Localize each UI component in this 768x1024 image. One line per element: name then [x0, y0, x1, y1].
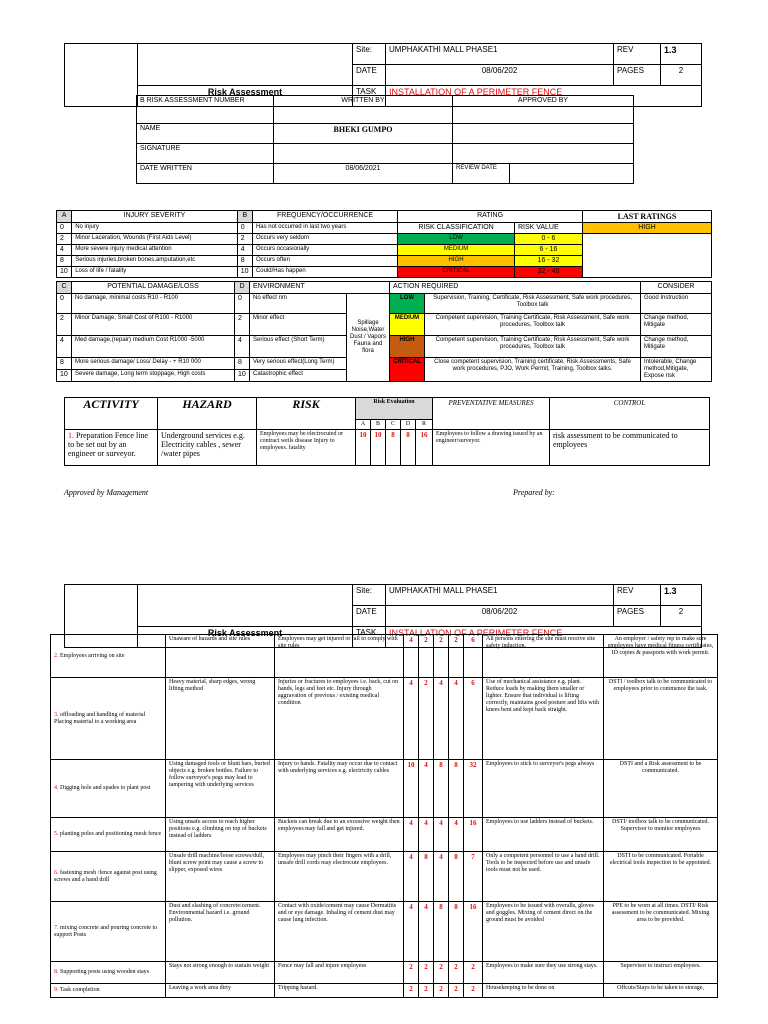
task-value: INSTALLATION OF A PERIMETER FENCE: [386, 86, 702, 107]
eval-cell: 2: [464, 962, 483, 984]
name-label: NAME: [137, 124, 274, 144]
risk-cell: Employees may pinch their fingers with a drill, unsafe drill cords may electrocute employees.: [275, 852, 404, 902]
preventative-cell: Employees to use ladders instead of buckets.: [483, 818, 604, 852]
preventative-cell: Employees to make sure they use strong stays.: [483, 962, 604, 984]
review-date-label: REVIEW DATE: [453, 164, 510, 184]
eval-cell: 2: [449, 984, 464, 998]
eval-cell: 2: [419, 678, 434, 760]
site-label: Site:: [353, 44, 386, 65]
preventative-cell: Use of mechanical assistance e.g. plant. Reduce loads by making them smaller or lighter. Ensure that individual is lifting correctly, maintains good posture and lifts with knees bent and kept back straight.: [483, 678, 604, 760]
risk-cell: Buckets can break due to an excessive weight then employees may fall and get injured.: [275, 818, 404, 852]
eval-cell: 7: [464, 852, 483, 902]
control-cell: An employer / safety rep to make sure employees have medical fitness certificates, ID copies & passports with work permit.: [604, 635, 718, 678]
eval-cell: 4: [449, 818, 464, 852]
pages-value: 2: [661, 65, 702, 86]
activity-cell: 2. Employees arriving on site: [51, 635, 166, 678]
frequency-heading: FREQUENCY/OCCURRENCE: [252, 211, 397, 223]
risk-cell: Fence may fall and injure employees: [275, 962, 404, 984]
control-cell: DSTI to be communicated. Portable electrical tools inspection to be appointed.: [604, 852, 718, 902]
preventative-cell: All persons entering the site must receive site safety induction.: [483, 635, 604, 678]
number-label: B RISK ASSESSMENT NUMBER: [137, 96, 274, 124]
eval-cell: 2: [404, 984, 419, 998]
eval-cell: 2: [449, 962, 464, 984]
hazard-cell: Leaving a work area dirty: [166, 984, 275, 998]
eval-cell: 4: [404, 635, 419, 678]
table-row: [51, 902, 718, 962]
matrix-table: A INJURY SEVERITY B FREQUENCY/OCCURRENCE RATING LAST RATINGS 0 No injury 0 Has not occurred in last two years RISK CLASSIFICATION RISK VALUE HIGH 2 Minor Laceration, Wounds (First Aids Level) 2 Occurs very seldom LOW 0 - 6 4 More severe injury medical attention 4 Occurs occasionally MEDIUM 6 - 16 8 Serious injuries,broken bones,amputation,etc 8 Occurs often HIGH 16 - 32 10 Loss of life / fatality 10 Could/Has happen CRITICAL 32 - 40: [56, 210, 712, 278]
eval-cell: 2: [449, 635, 464, 678]
eval-cell: 2: [434, 635, 449, 678]
activity-cell: 3. offloading and handling of material Placing material to a working area: [51, 678, 166, 760]
hazard-cell: Heavy material, sharp edges, wrong lifting method: [166, 678, 275, 760]
activity-table: ACTIVITY HAZARD RISK Risk Evaluation PREVENTATIVE MEASURES CONTROL A B C D R 1. Preparation Fence line to be set out by an engineer or surveyor. Underground services e.g. Electricity cables , sewer /water pipes Employees may be electrocuted or contract weils disease Injury to employees. fatality 10 10 8 8 16 Employees to follow a drawing issued by an engineer/surveyor. risk assessment to be communicated to employees: [64, 397, 710, 466]
table-row: [51, 678, 718, 760]
eval-cell: 8: [434, 760, 449, 818]
site-value: UMPHAKATHI MALL PHASE1: [386, 44, 614, 65]
control-cell: DSTI / toolbox talk to be communicated to employees prior to commence the task.: [604, 678, 718, 760]
hazard-cell: Using unsafe access to reach higher positions e.g. climbing on top of buckets instead of ladders: [166, 818, 275, 852]
eval-cell: 32: [464, 760, 483, 818]
eval-cell: 4: [419, 760, 434, 818]
eval-cell: 8: [449, 902, 464, 962]
activity-cell: 9. Task completion: [51, 984, 166, 998]
eval-cell: 4: [434, 678, 449, 760]
env-examples: Spillage Noise,Water Dust / Vapors Fauna and flora: [347, 294, 390, 382]
date-written-label: DATE WRITTEN: [137, 164, 274, 184]
table-row: [51, 852, 718, 902]
activity-table-2: [50, 634, 718, 998]
date-label: DATE: [353, 65, 386, 86]
signature-label: SIGNATURE: [137, 144, 274, 164]
eval-cell: 16: [464, 902, 483, 962]
eval-cell: 4: [434, 852, 449, 902]
hazard-cell: Unaware of hazards and site rules: [166, 635, 275, 678]
activity-cell: 5. planting poles and positioning mesh fence: [51, 818, 166, 852]
preventative-cell: Housekeeping to be done on: [483, 984, 604, 998]
eval-cell: 2: [434, 962, 449, 984]
rev-label: REV: [614, 44, 661, 65]
eval-cell: 8: [419, 852, 434, 902]
hazard-cell: Stays not strong enough to sustain weight: [166, 962, 275, 984]
rev-value: 1.3: [661, 44, 702, 65]
eval-cell: 10: [404, 760, 419, 818]
eval-cell: 4: [449, 678, 464, 760]
eval-cell: 8: [434, 902, 449, 962]
approved-by-management: Approved by Management: [64, 488, 149, 497]
control-cell: Supervisor to instruct employees.: [604, 962, 718, 984]
activity-cell: 7. mixing concrete and pouring concrete to support Posts: [51, 902, 166, 962]
eval-cell: 8: [449, 760, 464, 818]
control-cell: DSTI and a Risk assessment to be communicated.: [604, 760, 718, 818]
eval-cell: 6: [464, 678, 483, 760]
written-by-label: WRITTEN BY: [274, 96, 453, 124]
pages-label: PAGES: [614, 65, 661, 86]
eval-cell: 4: [404, 678, 419, 760]
rating-heading: RATING: [398, 211, 583, 223]
injury-severity-heading: INJURY SEVERITY: [72, 211, 238, 223]
risk-cell: Employees may get injured or fail to comply with site rules: [275, 635, 404, 678]
name-value: BHEKI GUMPO: [274, 124, 453, 144]
eval-cell: 4: [419, 818, 434, 852]
control-cell: DSTI/ toolbox talk to be communicated. Supervisor to monitor employees: [604, 818, 718, 852]
hazard-cell: Unsafe drill machine/loose screws/dull, blunt screw point may cause a screw to slipper, exposed wires: [166, 852, 275, 902]
hazard-cell: Dust and slashing of concrete/cement. Environmental hazard i.e. ground pollution.: [166, 902, 275, 962]
eval-cell: 8: [449, 852, 464, 902]
risk-cell: Injury to hands. Fatality may occur due to contact with underlying services e.g. electricity cables: [275, 760, 404, 818]
risk-cell: Contact with oxide/cement may cause Dermatitis and or eye damage. Inhaling of cement dust may cause lung infection.: [275, 902, 404, 962]
eval-cell: 2: [419, 962, 434, 984]
eval-cell: 2: [419, 984, 434, 998]
eval-cell: 2: [464, 984, 483, 998]
activity-cell: 6. fastening mesh /fence against post using screws and a hand drill: [51, 852, 166, 902]
activity-cell: 8. Supporting posts using wooden stays: [51, 962, 166, 984]
activity-cell: 4. Digging hole and spades to plant post: [51, 760, 166, 818]
eval-cell: 4: [404, 818, 419, 852]
eval-cell: 2: [404, 962, 419, 984]
last-rating-value: HIGH: [582, 223, 711, 234]
eval-cell: 2: [419, 635, 434, 678]
last-ratings-heading: LAST RATINGS: [582, 211, 711, 223]
header-table-2: Site: UMPHAKATHI MALL PHASE1 REV 1.3 DATE 08/06/202 PAGES 2 Risk Assessment TASK INSTALLATION OF A PERIMETER FENCE: [64, 584, 702, 648]
table-row: [51, 962, 718, 984]
eval-cell: 6: [464, 635, 483, 678]
control-cell: Offcuts/Stays to be taken to storage,: [604, 984, 718, 998]
eval-cell: 4: [434, 818, 449, 852]
table-row: [51, 635, 718, 678]
eval-cell: 4: [404, 852, 419, 902]
table-row: [51, 760, 718, 818]
eval-cell: 2: [434, 984, 449, 998]
control-cell: PPE to be worn at all times. DSTI/ Risk assessment to be communicated. Mixing area to be provided.: [604, 902, 718, 962]
risk-cell: Injuries or fractures to employees i.e. back, cut on hands, legs and feet etc. Injury through aggravation of previous / existing medical condition: [275, 678, 404, 760]
signoff-table: [136, 95, 634, 184]
eval-cell: 16: [464, 818, 483, 852]
preventative-cell: Employees to be issued with overalls, gloves and goggles. Mixing of cement direct on the ground must be avoided: [483, 902, 604, 962]
date-written-value: 08/06/2021: [274, 164, 453, 184]
task-label: TASK: [353, 86, 386, 107]
eval-cell: 4: [404, 902, 419, 962]
preventative-cell: Employees to stick to surveyor's pegs always: [483, 760, 604, 818]
date-value: 08/06/202: [386, 65, 614, 86]
approved-by-label: APPROVED BY: [453, 96, 634, 124]
logo-cell: [65, 44, 138, 107]
risk-cell: Tripping hazard.: [275, 984, 404, 998]
preventative-cell: Only a competent personnel to use a hand drill. Tools to be inspected before use and unsafe tools must not be used.: [483, 852, 604, 902]
table-row: [51, 818, 718, 852]
matrix2-table: C POTENTIAL DAMAGE/LOSS D ENVIRONMENT ACTION REQUIRED CONSIDER 0 No damage, minimal costs R10 - R100 0 No effect nm Spillage Noise,Water Dust / Vapors Fauna and flora LOW Supervision, Training, Certificate, Risk Assessment, Safe work procedures, Toolbox talk Good Instruction 2 Minor Damage, Small Cost of R100 - R1000 2 Minor effect MEDIUM Competent supervision, Training Certificate, Risk Assessment, Safe work procedures, Toolbox talk Change method, Mitigate 4 Med damage,(repair) medium Cost R1000 -5000 4 Serious effect (Short Term) HIGH Competent supervision, Training Certificate, Risk Assessment, Safe work procedures, Toolbox talk Change method, Mitigate 8 More serious damage/ Loss/ Delay - + R10 000 8 Very serious effect(Long Term) CRITICAL Close competent supervision, Training certificate, Risk Assessments, Safe work procedures, PJO, Work Permit, Training, Toolbox talks. Intolerable, Change method,Mitigate, Expose risk 10 Severe damage, Long term stoppage, High costs 10 Catastrophic effect: [56, 281, 712, 382]
table-row: [51, 984, 718, 998]
page-title: Risk Assessment: [138, 86, 353, 107]
prepared-by: Prepared by:: [513, 488, 555, 497]
hazard-cell: Using damaged tools or blunt bars, buried objects e.g. broken bottles. Failure to follow surveyor's pegs may lead to tampering with underlying services: [166, 760, 275, 818]
eval-cell: 4: [419, 902, 434, 962]
